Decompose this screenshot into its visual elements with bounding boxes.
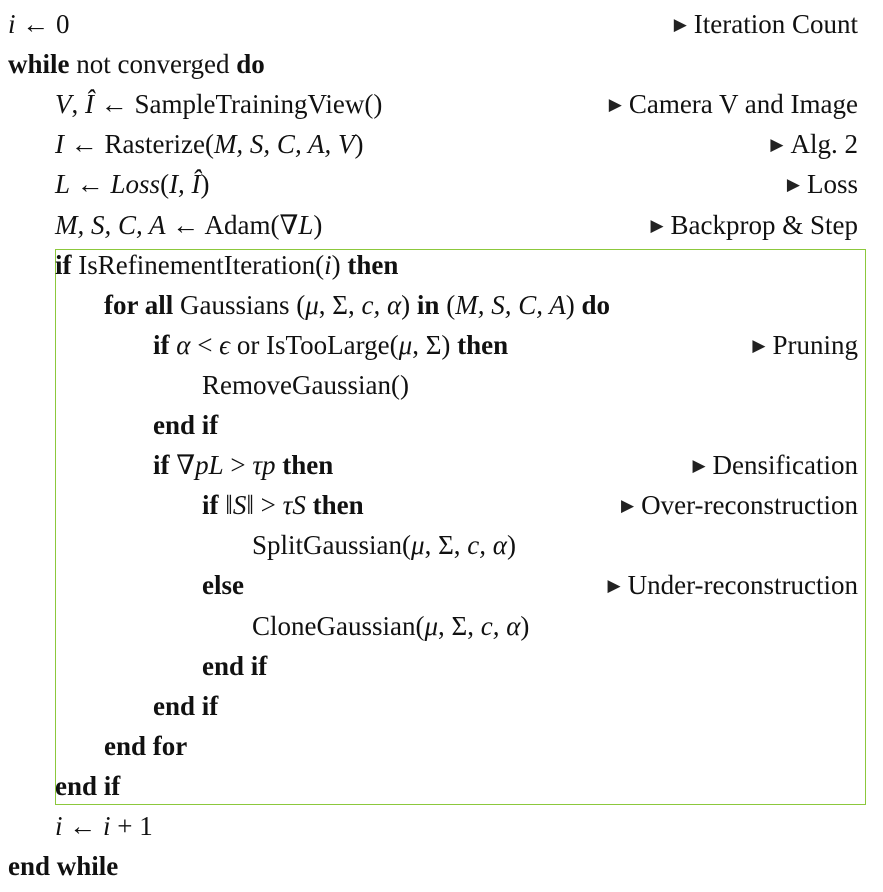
code-text: ‖ xyxy=(218,490,233,521)
comment-text: Densification xyxy=(712,450,858,481)
math-symbol: c, α xyxy=(361,289,402,320)
keyword: end if xyxy=(202,650,268,681)
line-comment xyxy=(770,124,858,168)
code-text: ( xyxy=(160,169,170,200)
code-text: IsRefinementIteration( xyxy=(71,249,325,280)
code-statement xyxy=(55,205,322,245)
keyword: then xyxy=(312,490,364,521)
comment-text: Iteration Count xyxy=(693,9,858,39)
math-symbol: L xyxy=(298,209,314,240)
keyword: if xyxy=(153,450,170,481)
math-symbol: μ xyxy=(424,610,439,641)
keyword: then xyxy=(282,450,334,481)
algorithm-line xyxy=(0,44,858,84)
algorithm-line xyxy=(0,766,858,806)
code-statement xyxy=(153,686,218,726)
algorithm-line xyxy=(0,245,858,285)
math-symbol: Loss xyxy=(110,169,161,200)
code-text: ) xyxy=(520,610,530,641)
code-statement xyxy=(55,84,382,124)
code-text: ‖ > xyxy=(246,490,283,521)
line-comment xyxy=(752,325,858,369)
algorithm-line xyxy=(0,606,858,646)
keyword: if xyxy=(153,329,170,360)
code-statement xyxy=(8,4,70,44)
algorithm-line xyxy=(0,726,858,766)
math-symbol: i xyxy=(324,249,332,280)
code-statement xyxy=(8,44,265,84)
code-statement xyxy=(202,646,267,686)
keyword: then xyxy=(347,249,399,280)
code-text: ) xyxy=(313,209,323,240)
algorithm-line xyxy=(0,164,858,204)
math-symbol: i xyxy=(103,811,111,841)
math-symbol: I, Î xyxy=(169,169,201,200)
line-comment xyxy=(609,84,858,128)
comment-triangle-icon: ▶ xyxy=(786,175,800,195)
code-text: , Σ) xyxy=(412,329,458,360)
code-text: , Σ, xyxy=(318,289,362,320)
code-text: < xyxy=(190,329,220,360)
keyword: do xyxy=(581,289,610,320)
algorithm-line xyxy=(0,285,858,325)
line-comment xyxy=(621,485,858,529)
algorithm-line xyxy=(0,565,858,605)
math-symbol: M, S, C, A xyxy=(55,209,166,240)
comment-text: Alg. 2 xyxy=(790,129,858,160)
algorithm-line xyxy=(0,846,858,886)
code-statement xyxy=(104,285,610,325)
code-text: ) xyxy=(506,530,516,561)
code-text: ∇ xyxy=(169,450,196,481)
line-comment xyxy=(650,205,858,249)
keyword: while xyxy=(8,49,70,80)
comment-text: Backprop & Step xyxy=(670,209,858,240)
line-comment xyxy=(608,565,858,609)
code-text: ← Rasterize( xyxy=(64,129,214,160)
keyword: if xyxy=(55,249,72,280)
math-symbol: i xyxy=(55,811,63,841)
comment-triangle-icon: ▶ xyxy=(607,576,621,596)
code-text: or IsTooLarge( xyxy=(230,329,399,360)
math-symbol: L xyxy=(55,169,71,200)
code-statement xyxy=(153,325,508,365)
code-text: ← xyxy=(70,169,111,200)
algorithm-line xyxy=(0,646,858,686)
line-comment xyxy=(674,4,858,48)
code-text: ← 0 xyxy=(15,9,70,39)
math-symbol: Î xyxy=(85,89,94,120)
code-statement xyxy=(55,766,120,806)
keyword: else xyxy=(202,570,244,601)
algorithm-line xyxy=(0,4,858,44)
algorithm-line xyxy=(0,405,858,445)
code-statement xyxy=(153,405,218,445)
algorithm-line xyxy=(0,806,858,846)
comment-text: Over-reconstruction xyxy=(641,490,858,521)
code-statement xyxy=(202,565,244,605)
comment-triangle-icon: ▶ xyxy=(621,496,635,516)
algorithm-line xyxy=(0,205,858,245)
math-symbol: pL xyxy=(195,450,224,481)
math-symbol: S xyxy=(232,490,247,521)
code-text: > xyxy=(223,450,253,481)
keyword: end while xyxy=(8,851,119,882)
code-text: ← xyxy=(62,811,104,841)
comment-triangle-icon: ▶ xyxy=(770,135,784,155)
comment-text: Loss xyxy=(806,169,858,200)
math-symbol: μ xyxy=(411,530,425,561)
code-text: , xyxy=(71,89,85,120)
algorithm-line xyxy=(0,445,858,485)
algorithm-line xyxy=(0,124,858,164)
comment-triangle-icon: ▶ xyxy=(608,95,622,115)
code-text: , Σ, xyxy=(438,610,481,641)
code-statement xyxy=(55,164,210,204)
algorithm-line xyxy=(0,485,858,525)
line-comment xyxy=(787,164,858,208)
comment-text: Under-reconstruction xyxy=(627,570,858,601)
keyword: end if xyxy=(153,410,219,440)
keyword: do xyxy=(236,49,265,80)
keyword: end if xyxy=(55,770,121,801)
math-symbol: c, α xyxy=(467,530,507,561)
code-statement xyxy=(153,445,333,485)
code-text: ) xyxy=(331,249,348,280)
code-text: SplitGaussian( xyxy=(252,530,411,561)
math-symbol: c, α xyxy=(480,610,521,641)
code-statement xyxy=(55,806,153,846)
math-symbol: α xyxy=(176,329,191,360)
math-symbol: τS xyxy=(282,490,306,521)
code-text: ) xyxy=(354,129,364,160)
algorithm-line xyxy=(0,325,858,365)
code-text: + 1 xyxy=(110,811,153,841)
keyword: then xyxy=(457,329,509,360)
code-text: ( xyxy=(439,289,456,320)
comment-triangle-icon: ▶ xyxy=(673,15,687,34)
code-statement xyxy=(8,846,118,886)
keyword: for all xyxy=(104,289,174,320)
math-symbol: τp xyxy=(252,450,276,481)
code-text: ← SampleTrainingView() xyxy=(94,89,383,120)
line-comment xyxy=(692,445,858,489)
math-symbol: i xyxy=(8,9,16,39)
code-text: not converged xyxy=(69,49,237,80)
code-text: ) xyxy=(200,169,210,200)
algorithm-line xyxy=(0,84,858,124)
math-symbol: μ xyxy=(398,329,413,360)
keyword: in xyxy=(416,289,440,320)
math-symbol: M, S, C, A, V xyxy=(213,129,355,160)
code-text: ← Adam(∇ xyxy=(165,209,299,240)
code-statement xyxy=(252,606,529,646)
code-statement xyxy=(202,365,409,405)
comment-text: Camera V and Image xyxy=(628,89,858,120)
keyword: if xyxy=(202,490,219,521)
comment-triangle-icon: ▶ xyxy=(650,215,664,235)
algorithm-line xyxy=(0,686,858,726)
comment-text: Pruning xyxy=(772,329,858,360)
code-statement xyxy=(202,485,364,525)
algorithm-line xyxy=(0,365,858,405)
code-text: ) xyxy=(565,289,582,320)
comment-triangle-icon: ▶ xyxy=(752,335,766,355)
code-statement xyxy=(104,726,187,766)
math-symbol: V xyxy=(55,89,72,120)
code-text xyxy=(306,490,313,520)
algorithm-line xyxy=(0,525,858,565)
keyword: end if xyxy=(153,690,219,721)
code-text: Gaussians ( xyxy=(173,289,306,320)
code-statement xyxy=(55,124,363,164)
math-symbol: I xyxy=(55,129,64,160)
code-text: , Σ, xyxy=(424,530,468,561)
code-text: CloneGaussian( xyxy=(252,610,425,641)
math-symbol: ϵ xyxy=(219,329,231,360)
math-symbol: M, S, C, A xyxy=(455,289,566,320)
comment-triangle-icon: ▶ xyxy=(692,456,706,476)
code-text: RemoveGaussian() xyxy=(202,369,409,400)
keyword: end for xyxy=(104,730,188,761)
code-statement xyxy=(252,525,516,565)
code-statement xyxy=(55,245,398,285)
code-text: ) xyxy=(401,289,417,320)
math-symbol: μ xyxy=(305,289,319,320)
